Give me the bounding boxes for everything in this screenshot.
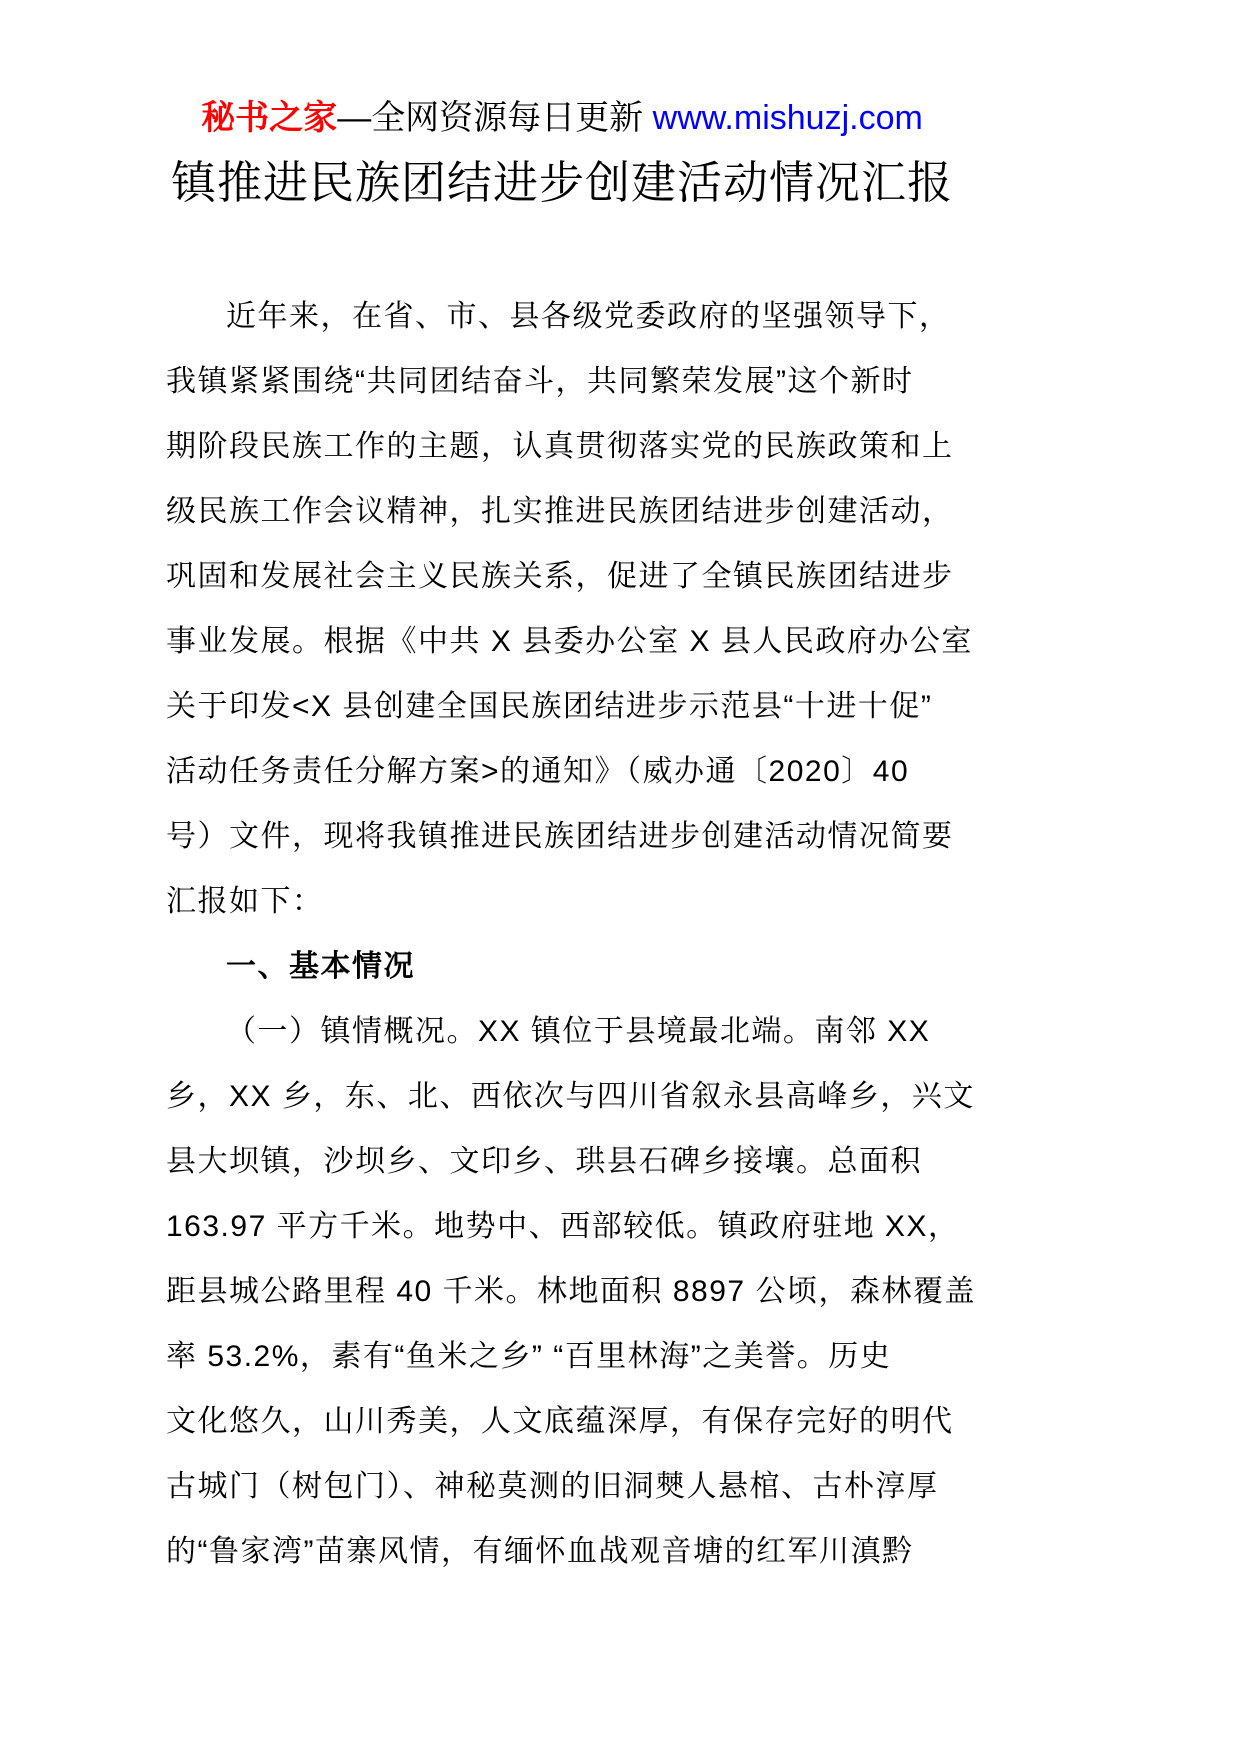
document-body [166, 284, 976, 1584]
site-header [166, 96, 958, 140]
paragraph2-line: 文化悠久，山川秀美，人文底蕴深厚，有保存完好的明代 [166, 1405, 954, 1438]
paragraph2-line: 率 53.2%，素有“鱼米之乡” “百里林海”之美誉。历史 [166, 1340, 892, 1373]
paragraph1-line: 号）文件，现将我镇推进民族团结进步创建活动情况简要 [166, 820, 954, 853]
document-title: 镇推进民族团结进步创建活动情况汇报 [170, 157, 953, 208]
paragraph1-line: 汇报如下： [166, 885, 324, 918]
paragraph2-line: 163.97 平方千米。地势中、西部较低。镇政府驻地 XX， [166, 1210, 960, 1243]
paragraph2-line: 距县城公路里程 40 千米。林地面积 8897 公顷，森林覆盖 [166, 1275, 976, 1308]
paragraph2-line: （一）镇情概况。XX 镇位于县境最北端。南邻 XX [226, 1015, 931, 1048]
paragraph1-line: 期阶段民族工作的主题，认真贯彻落实党的民族政策和上 [166, 430, 954, 463]
paragraph1-line: 巩固和发展社会主义民族关系，促进了全镇民族团结进步 [166, 560, 954, 593]
paragraph1-line: 近年来，在省、市、县各级党委政府的坚强领导下， [226, 300, 951, 333]
section-heading: 一、基本情况 [226, 950, 415, 983]
paragraph2-line: 的“鲁家湾”苗寨风情，有缅怀血战观音塘的红军川滇黔 [166, 1535, 914, 1568]
paragraph1-line: 我镇紧紧围绕“共同团结奋斗，共同繁荣发展”这个新时 [166, 365, 914, 398]
paragraph1-line: 事业发展。根据《中共 X 县委办公室 X 县人民政府办公室 [166, 625, 973, 658]
paragraph2-line: 乡，XX 乡，东、北、西依次与四川省叙永县高峰乡，兴文 [166, 1080, 975, 1113]
paragraph2-line: 古城门（树包门）、神秘莫测的旧洞僰人悬棺、古朴淳厚 [166, 1470, 939, 1503]
paragraph2-line: 县大坝镇，沙坝乡、文印乡、珙县石碑乡接壤。总面积 [166, 1145, 922, 1178]
site-brand: 秘书之家 [201, 99, 338, 137]
paragraph1-line: 级民族工作会议精神，扎实推进民族团结进步创建活动， [166, 495, 954, 528]
site-url-link[interactable]: www.mishuzj.com [652, 99, 923, 137]
header-tagline: —全网资源每日更新 [337, 99, 653, 137]
paragraph1-line: 活动任务责任分解方案>的通知》（威办通〔2020〕40 [166, 755, 910, 788]
paragraph1-line: 关于印发<X 县创建全国民族团结进步示范县“十进十促” [166, 690, 933, 723]
document-content [166, 0, 976, 1584]
